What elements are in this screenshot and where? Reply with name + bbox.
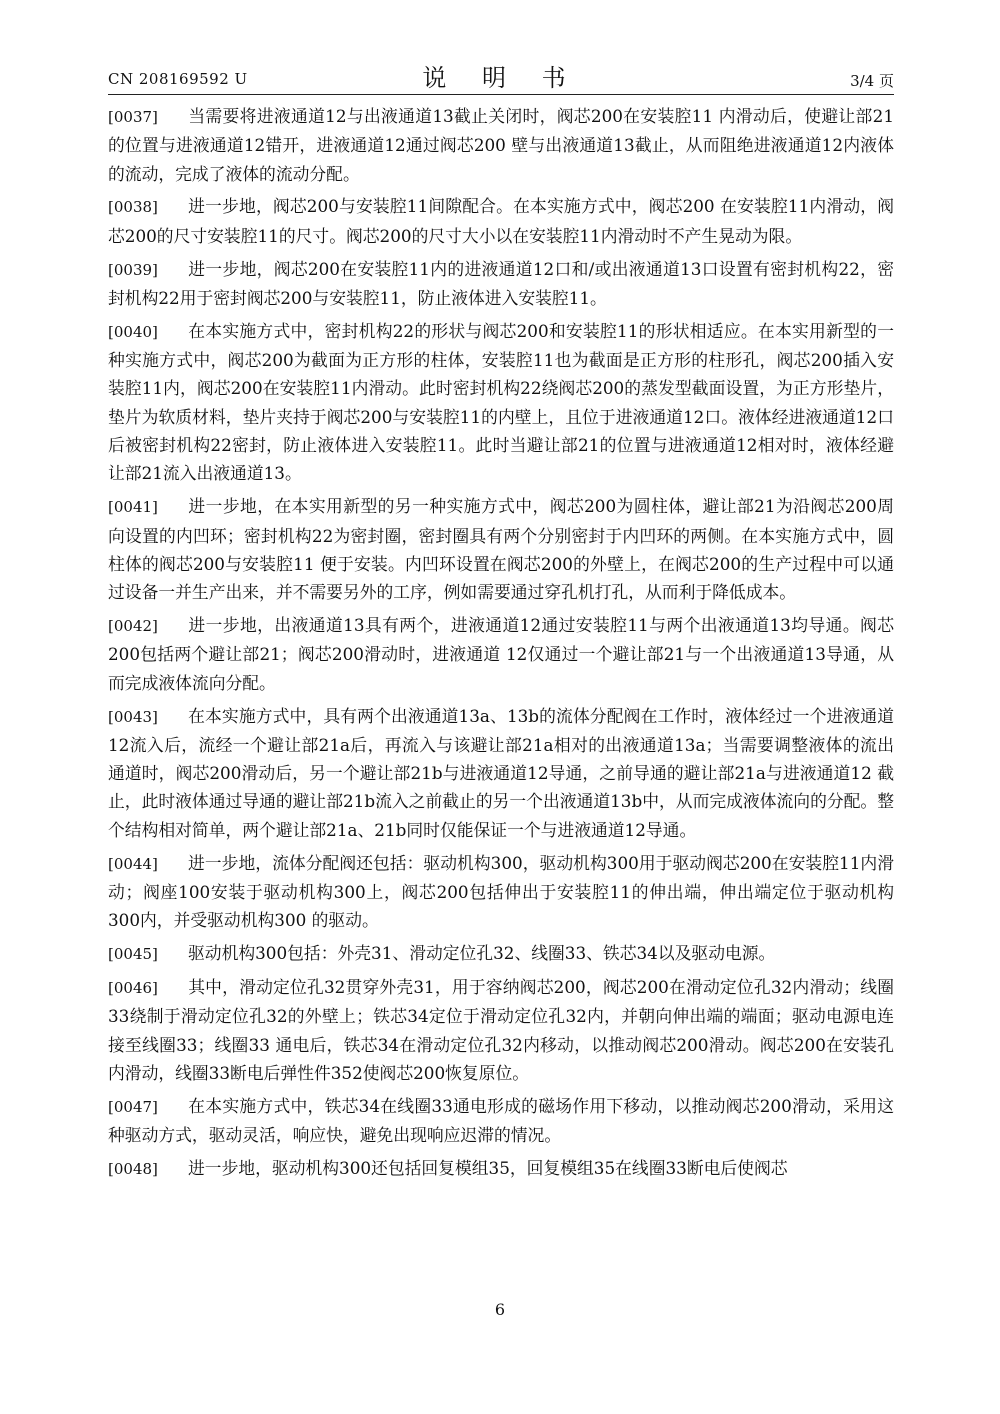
paragraph-text: 在本实施方式中，密封机构22的形状与阀芯200和安装腔11的形状相适应。在本实用新型的一种实施方式中，阀芯200为截面为正方形的柱体，安装腔11也为截面是正方形的柱形孔，阀芯200插入安装腔11内，阀芯200在安装腔11内滑动。此时密封机构22绕阀芯200的蒸发型截面设置，为正方形垫片，垫片为软质材料，垫片夹持于阀芯200与安装腔11的内壁上，且位于进液通道12口。液体经进液通道12口后被密封机构22密封，防止液体进入安装腔11。此时当避让部21的位置与进液通道12相对时，液体经避让部21流入出液通道13。 — [108, 320, 894, 484]
paragraph-text: 进一步地，阀芯200在安装腔11内的进液通道12口和/或出液通道13口设置有密封机构22，密封机构22用于密封阀芯200与安装腔11，防止液体进入安装腔11。 — [108, 258, 894, 308]
header-rule — [108, 94, 894, 95]
paragraph-number: [0046] — [108, 978, 158, 997]
paragraph-number: [0041] — [108, 498, 158, 517]
paragraph-0040 — [108, 317, 894, 488]
paragraph-text: 进一步地，在本实用新型的另一种实施方式中，阀芯200为圆柱体，避让部21为沿阀芯200周向设置的内凹环；密封机构22为密封圈，密封圈具有两个分别密封于内凹环的两侧。在本实施方式中，圆柱体的阀芯200与安装腔11 便于安装。内凹环设置在阀芯200的外壁上，在阀芯200的生产过程中可以通过设备一并生产出来，并不需要另外的工序，例如需要通过穿孔机打孔，从而利于降低成本。 — [108, 496, 894, 603]
paragraph-number: [0048] — [108, 1159, 158, 1178]
publication-number: CN 208169592 U — [108, 70, 248, 88]
paragraph-0042 — [108, 611, 894, 697]
paragraph-number: [0042] — [108, 617, 158, 636]
paragraph-text: 在本实施方式中，铁芯34在线圈33通电形成的磁场作用下移动，以推动阀芯200滑动，采用这种驱动方式，驱动灵活，响应快，避免出现响应迟滞的情况。 — [108, 1095, 894, 1146]
paragraph-0043 — [108, 702, 894, 844]
paragraph-text: 进一步地，驱动机构300还包括回复模组35，回复模组35在线圈33断电后使阀芯 — [188, 1157, 788, 1178]
paragraph-text: 在本实施方式中，具有两个出液通道13a、13b的流体分配阀在工作时，液体经过一个进液通道12流入后，流经一个避让部21a后，再流入与该避让部21a相对的出液通道13a；当需要调整液体的流出通道时，阀芯200滑动后，另一个避让部21b与进液通道12导通，之前导通的避让部21a与进液通道12 截止，此时液体通过导通的避让部21b流入之前截止的另一个出液通道13b中，从而完成液体流向的分配。整个结构相对简单，两个避让部21a、21b同时仅能保证一个与进液通道12导通。 — [108, 705, 894, 840]
paragraph-0039 — [108, 255, 894, 313]
paragraph-text: 进一步地，阀芯200与安装腔11间隙配合。在本实施方式中，阀芯200 在安装腔11内滑动，阀芯200的尺寸安装腔11的尺寸。阀芯200的尺寸大小以在安装腔11内滑动时不产生晃动为限。 — [108, 196, 894, 246]
page-of-total: 3/4 页 — [850, 72, 894, 90]
paragraph-number: [0047] — [108, 1097, 158, 1116]
paragraph-0038 — [108, 192, 894, 250]
paragraph-number: [0044] — [108, 854, 158, 873]
paragraph-0041 — [108, 492, 894, 606]
paragraph-0044 — [108, 849, 894, 935]
page-header — [108, 58, 894, 92]
paragraph-number: [0040] — [108, 322, 158, 341]
paragraph-text: 驱动机构300包括：外壳31、滑动定位孔32、线圈33、铁芯34以及驱动电源。 — [188, 943, 776, 964]
page-number: 6 — [494, 1300, 506, 1319]
paragraph-0046 — [108, 973, 894, 1087]
paragraph-number: [0038] — [108, 198, 158, 217]
paragraph-0037 — [108, 102, 894, 188]
paragraph-number: [0037] — [108, 108, 158, 126]
paragraph-text: 当需要将进液通道12与出液通道13截止关闭时，阀芯200在安装腔11 内滑动后，使避让部21的位置与进液通道12错开，进液通道12通过阀芯200 壁与出液通道13截止，从而阻绝进液通道12内液体的流动，完成了液体的流动分配。 — [108, 106, 894, 184]
document-title: 说 明 书 — [422, 64, 580, 92]
paragraph-0048 — [108, 1154, 894, 1183]
paragraph-text: 进一步地，出液通道13具有两个，进液通道12通过安装腔11与两个出液通道13均导通。阀芯200包括两个避让部21；阀芯200滑动时，进液通道 12仅通过一个避让部21与一个出液通道13导通，从而完成液体流向分配。 — [108, 615, 894, 693]
paragraph-0045 — [108, 939, 894, 968]
document-body — [108, 102, 894, 1188]
paragraph-number: [0043] — [108, 707, 158, 726]
paragraph-number: [0045] — [108, 945, 158, 964]
paragraph-0047 — [108, 1092, 894, 1150]
paragraph-number: [0039] — [108, 260, 158, 279]
paragraph-text: 进一步地，流体分配阀还包括：驱动机构300，驱动机构300用于驱动阀芯200在安装腔11内滑动；阀座100安装于驱动机构300上，阀芯200包括伸出于安装腔11的伸出端，伸出端定位于驱动机构300内，并受驱动机构300 的驱动。 — [108, 852, 894, 931]
paragraph-text: 其中，滑动定位孔32贯穿外壳31，用于容纳阀芯200，阀芯200在滑动定位孔32内滑动；线圈33绕制于滑动定位孔32的外壁上；铁芯34定位于滑动定位孔32内，并朝向伸出端的端面；驱动电源电连接至线圈33；线圈33 通电后，铁芯34在滑动定位孔32内移动，以推动阀芯200滑动。阀芯200在安装孔内滑动，线圈33断电后弹性件352使阀芯200恢复原位。 — [108, 976, 894, 1083]
